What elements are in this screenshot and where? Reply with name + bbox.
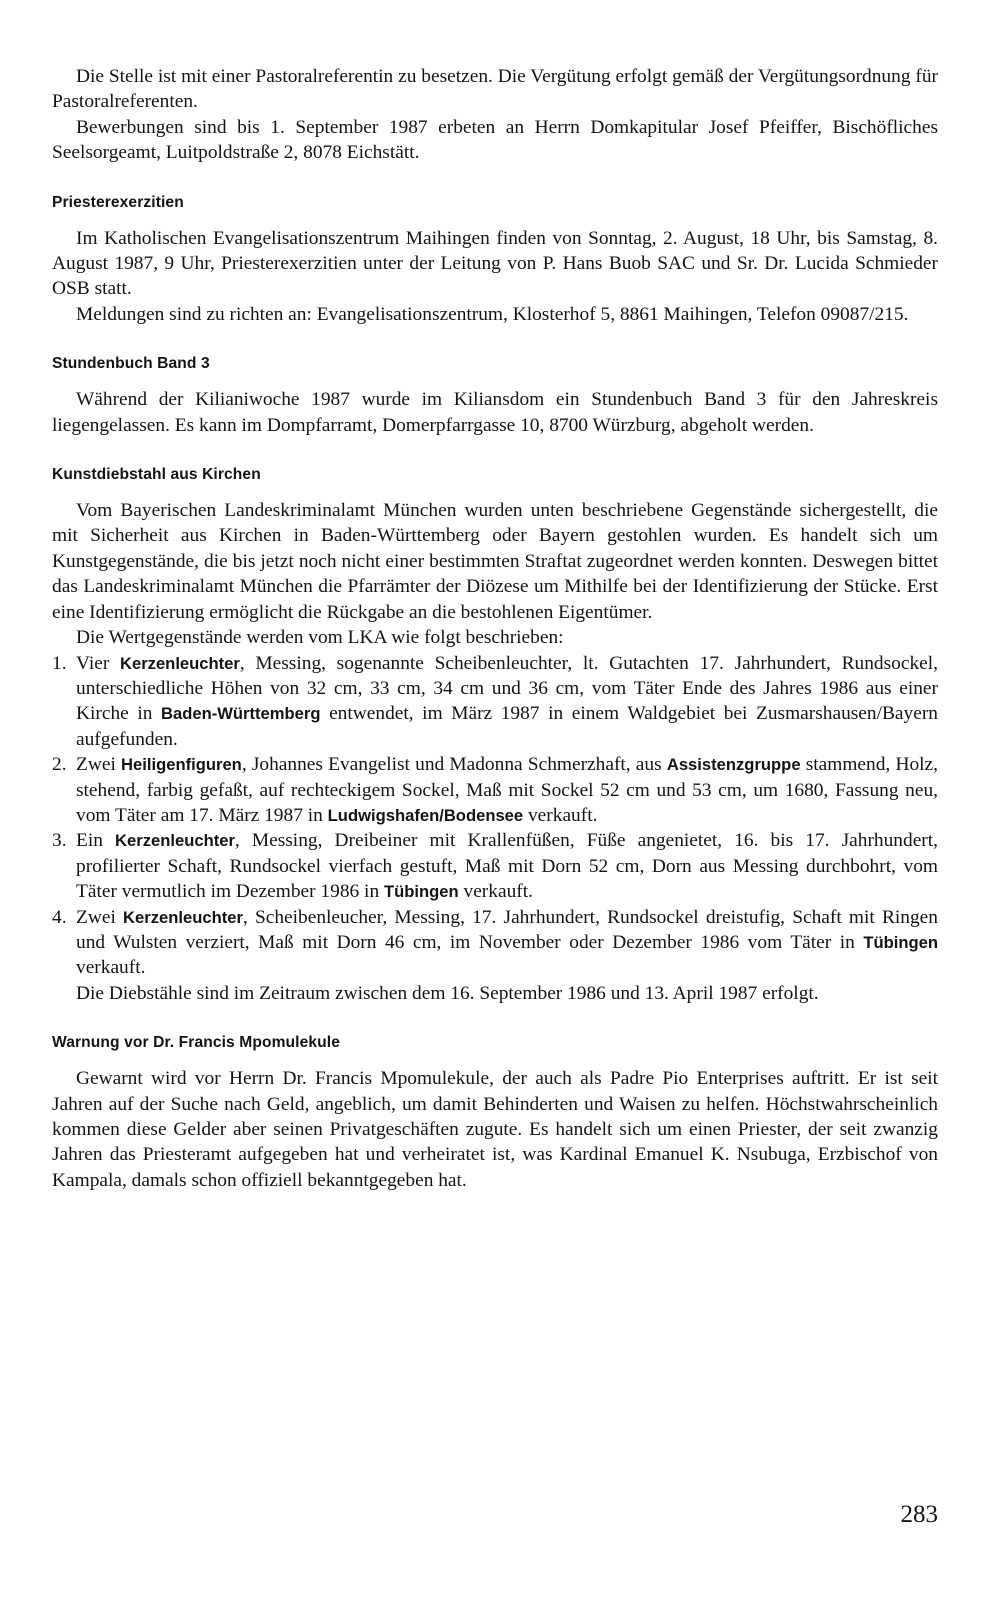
list-item	[52, 905, 938, 981]
section-heading: Kunstdiebstahl aus Kirchen	[52, 466, 261, 484]
section-paragraph: Meldungen sind zu richten an: Evangelisationszentrum, Klosterhof 5, 8861 Maihingen, Telefon 09087/215.	[76, 303, 909, 325]
list-item	[52, 828, 938, 904]
list-item-text: , Messing, sogenannte Scheibenleuchter, lt. Gutachten 17. Jahrhundert, Rundsockel, unterschiedliche Höhen von 32 cm, 33 cm, 34 cm und 36 cm, vom Täter Ende des Jahres 1986 aus einer Kirche in	[76, 652, 938, 725]
list-item-emphasis: Kerzenleuchter	[115, 831, 235, 851]
list-item-text: verkauft.	[76, 957, 146, 979]
list-item-emphasis: Heiligenfiguren	[121, 755, 242, 775]
list-item-text: , Messing, Dreibeiner mit Krallenfüßen, Füße angenietet, 16. bis 17. Jahrhundert, profilierter Schaft, Rundsockel vierfach gestuft, Maß mit Dorn 52 cm, Dorn aus Messing durchbohrt, vom Täter vermutlich im Dezember 1986 in	[76, 830, 938, 903]
page-number: 283	[900, 1501, 938, 1528]
section-warnung	[52, 1033, 938, 1193]
section-paragraph: Im Katholischen Evangelisationszentrum Maihingen finden von Sonntag, 2. August, 18 Uhr, bis Samstag, 8. August 1987, 9 Uhr, Priesterexerzitien unter der Leitung von P. Hans Buob SAC und Sr. Dr. Lucida Schmieder OSB statt.	[52, 227, 938, 300]
list-item-emphasis: Kerzenleuchter	[119, 653, 240, 673]
intro-paragraph-1: Die Stelle ist mit einer Pastoralreferentin zu besetzen. Die Vergütung erfolgt gemäß der Vergütungsordnung für Pastoralreferenten.	[52, 66, 938, 113]
list-item	[52, 752, 938, 828]
list-item-text: Zwei	[76, 754, 122, 776]
stolen-items-list	[52, 651, 938, 981]
list-item-emphasis: Assistenzgruppe	[666, 755, 801, 775]
list-item-text: , Scheibenleucher, Messing, 17. Jahrhundert, Rundsockel dreistufig, Schaft mit Ringen und Wulsten verziert, Maß mit Dorn 46 cm, im November oder Dezember 1986 vom Täter in	[76, 906, 938, 953]
list-item-emphasis: Tübingen	[384, 882, 459, 902]
list-item-text: verkauft.	[523, 804, 598, 826]
list-item-emphasis: Ludwigshafen/Bodensee	[327, 805, 524, 825]
page-content	[52, 64, 938, 1193]
section-paragraph: Während der Kilianiwoche 1987 wurde im Kiliansdom ein Stundenbuch Band 3 für den Jahreskreis liegengelassen. Es kann im Dompfarramt, Domerpfarrgasse 10, 8700 Würzburg, abgeholt werden.	[52, 389, 938, 436]
list-item-text: Vier	[76, 652, 120, 674]
list-item-number: 3.	[52, 830, 67, 852]
list-item-number: 1.	[52, 652, 67, 674]
section-priesterexerzitien	[52, 193, 938, 328]
list-item-text: verkauft.	[458, 881, 533, 903]
intro-section	[52, 64, 938, 166]
list-item-emphasis: Baden-Württemberg	[161, 704, 321, 724]
section-paragraph: Die Wertgegenstände werden vom LKA wie folgt beschrieben:	[76, 627, 564, 649]
section-heading: Stundenbuch Band 3	[52, 355, 210, 373]
section-paragraph: Die Diebstähle sind im Zeitraum zwischen dem 16. September 1986 und 13. April 1987 erfolgt.	[76, 982, 819, 1004]
section-stundenbuch	[52, 354, 938, 438]
list-item-text: Zwei	[76, 906, 124, 928]
list-item-text: Ein	[76, 830, 116, 852]
list-item-emphasis: Tübingen	[863, 932, 938, 952]
list-item-text: entwendet, im März 1987 in einem Waldgebiet bei Zusmarshausen/Bayern aufgefunden.	[76, 703, 938, 750]
list-item-text: stammend, Holz, stehend, farbig gefaßt, auf rechteckigem Sockel, Maß mit Sockel 52 cm und 53 cm, um 1680, Fassung neu, vom Täter am 17. März 1987 in	[76, 754, 938, 826]
list-item-text: , Johannes Evangelist und Madonna Schmerzhaft, aus	[241, 754, 667, 776]
section-kunstdiebstahl	[52, 465, 938, 1006]
section-heading: Priesterexerzitien	[52, 193, 184, 211]
list-item-number: 2.	[52, 754, 67, 776]
intro-paragraph-2: Bewerbungen sind bis 1. September 1987 erbeten an Herrn Domkapitular Josef Pfeiffer, Bischöfliches Seelsorgeamt, Luitpoldstraße 2, 8078 Eichstätt.	[52, 116, 938, 164]
list-item-number: 4.	[52, 906, 67, 928]
section-heading: Warnung vor Dr. Francis Mpomulekule	[52, 1034, 340, 1052]
list-item-emphasis: Kerzenleuchter	[123, 907, 243, 927]
section-paragraph: Gewarnt wird vor Herrn Dr. Francis Mpomulekule, der auch als Padre Pio Enterprises auftritt. Er ist seit Jahren auf der Suche nach Geld, angeblich, um damit Behinderten und Waisen zu helfen. Höchstwahrscheinlich kommen diese Gelder aber seinen Privatgeschäften zugute. Es handelt sich um einen Priester, der seit zwanzig Jahren das Priesteramt aufgegeben hat und verheiratet ist, was Kardinal Emanuel K. Nsubuga, Erzbischof von Kampala, damals schon offiziell bekanntgegeben hat.	[52, 1068, 938, 1191]
section-paragraph: Vom Bayerischen Landeskriminalamt München wurden unten beschriebene Gegenstände sichergestellt, die mit Sicherheit aus Kirchen in Baden-Württemberg oder Bayern gestohlen wurden. Es handelt sich um Kunstgegenstände, die bis jetzt noch nicht einer bestimmten Straftat zugeordnet werden konnten. Deswegen bittet das Landeskriminalamt München die Pfarrämter der Diözese um Mithilfe bei der Identifizierung der Stücke. Erst eine Identifizierung ermöglicht die Rückgabe an die bestohlenen Eigentümer.	[52, 500, 938, 623]
list-item	[52, 651, 938, 753]
